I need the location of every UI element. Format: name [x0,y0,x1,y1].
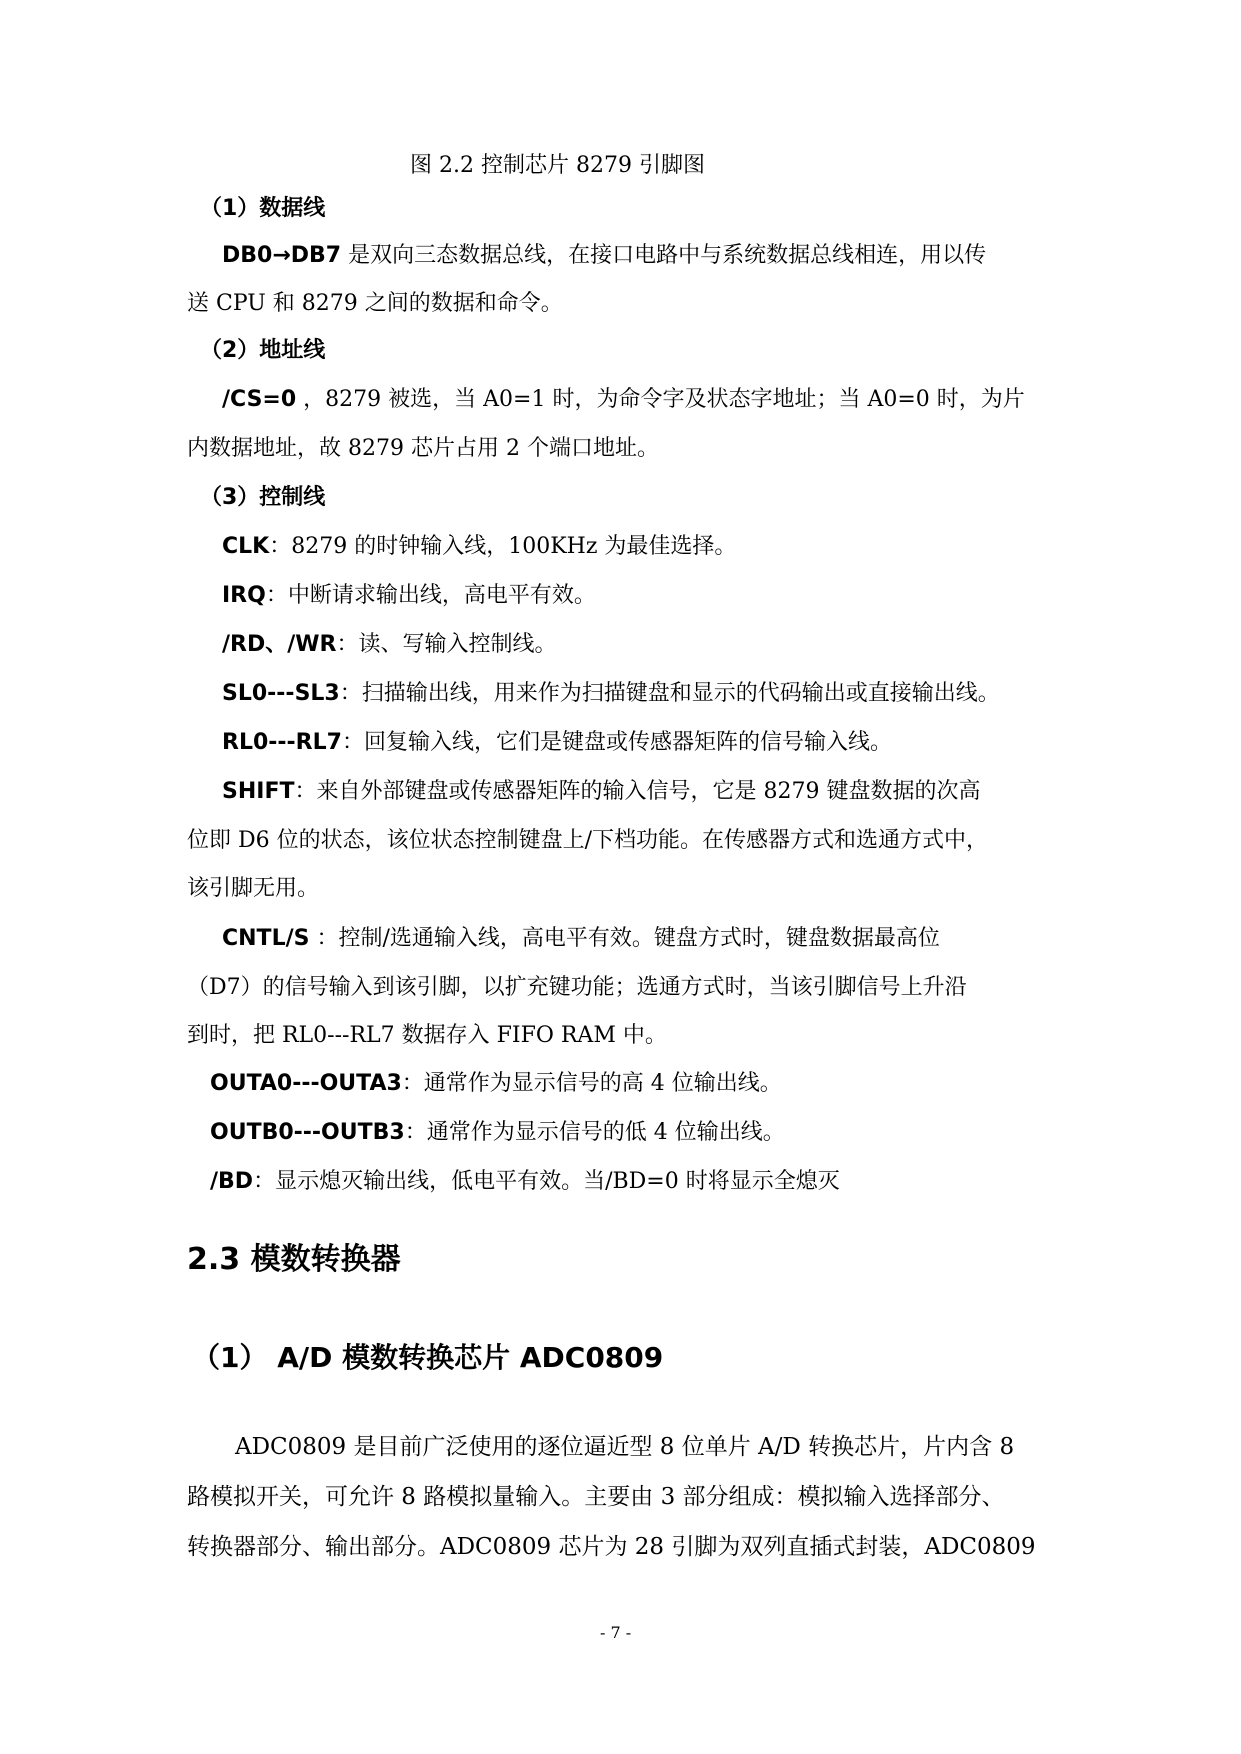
paragraph-data-line-1 [222,240,986,272]
text: ：控制/选通输入线，高电平有效。键盘方式时，键盘数据最高位 [309,926,940,951]
term-db: DB0→DB7 [222,243,342,268]
term-outa: OUTA0---OUTA3 [210,1071,402,1096]
pin-outb [210,1117,785,1149]
text: ：中断请求输出线，高电平有效。 [265,583,596,608]
pin-rl [222,727,892,759]
pin-cntl-1 [222,923,940,955]
pin-irq [222,580,596,612]
paragraph-data-line-2: 送 CPU 和 8279 之间的数据和命令。 [187,291,563,316]
paragraph-adc-2: 路模拟开关，可允许 8 路模拟量输入。主要由 3 部分组成：模拟输入选择部分、 [187,1484,1005,1510]
paragraph-address-2: 内数据地址，故 8279 芯片占用 2 个端口地址。 [187,436,659,461]
text: ：显示熄灭输出线，低电平有效。当/BD=0 时将显示全熄灭 [253,1169,840,1194]
heading-data-line: （1）数据线 [200,196,326,221]
pin-bd [210,1166,840,1198]
text: ：8279 的时钟输入线，100KHz 为最佳选择。 [269,534,737,559]
text: ：通常作为显示信号的低 4 位输出线。 [404,1120,785,1145]
subsection-title: （1） A/D 模数转换芯片 ADC0809 [192,1341,664,1374]
page-number: - 7 - [600,1623,632,1642]
pin-rd-wr [222,629,557,661]
pin-cntl-3: 到时，把 RL0---RL7 数据存入 FIFO RAM 中。 [187,1023,667,1048]
term-cntl: CNTL/S [222,926,310,951]
figure-caption: 图 2.2 控制芯片 8279 引脚图 [410,153,705,178]
term-cs: /CS=0 [222,387,297,412]
pin-sl [222,678,1000,710]
paragraph-adc-1: ADC0809 是目前广泛使用的逐位逼近型 8 位单片 A/D 转换芯片，片内含 8 [235,1434,1015,1460]
text: ：读、写输入控制线。 [336,632,557,657]
text: ：回复输入线，它们是键盘或传感器矩阵的信号输入线。 [341,730,892,755]
text: ：通常作为显示信号的高 4 位输出线。 [401,1071,782,1096]
pin-outa [210,1068,782,1100]
term-sl: SL0---SL3 [222,681,340,706]
pin-clk [222,531,736,563]
text: ：来自外部键盘或传感器矩阵的输入信号，它是 8279 键盘数据的次高 [294,779,981,804]
term-shift: SHIFT [222,779,295,804]
term-rl: RL0---RL7 [222,730,342,755]
paragraph-adc-3: 转换器部分、输出部分。ADC0809 芯片为 28 引脚为双列直插式封装，ADC0809 [187,1534,1036,1560]
pin-shift-1 [222,776,980,808]
section-title: 2.3 模数转换器 [187,1242,401,1277]
text: 是双向三态数据总线，在接口电路中与系统数据总线相连，用以传 [341,243,987,268]
text: ，8279 被选，当 A0=1 时，为命令字及状态字地址；当 A0=0 时，为片 [296,387,1025,412]
term-irq: IRQ [222,583,266,608]
pin-cntl-2: （D7）的信号输入到该引脚，以扩充键功能；选通方式时，当该引脚信号上升沿 [187,975,967,1000]
paragraph-address-1 [222,384,1025,416]
heading-address-line: （2）地址线 [200,338,326,363]
pin-shift-3: 该引脚无用。 [187,876,320,901]
text: ：扫描输出线，用来作为扫描键盘和显示的代码输出或直接输出线。 [339,681,1000,706]
heading-control-line: （3）控制线 [200,485,326,510]
term-rd-wr: /RD、/WR [222,632,337,657]
pin-shift-2: 位即 D6 位的状态，该位状态控制键盘上/下档功能。在传感器方式和选通方式中， [187,828,989,853]
term-bd: /BD [210,1169,254,1194]
term-clk: CLK [222,534,270,559]
term-outb: OUTB0---OUTB3 [210,1120,405,1145]
